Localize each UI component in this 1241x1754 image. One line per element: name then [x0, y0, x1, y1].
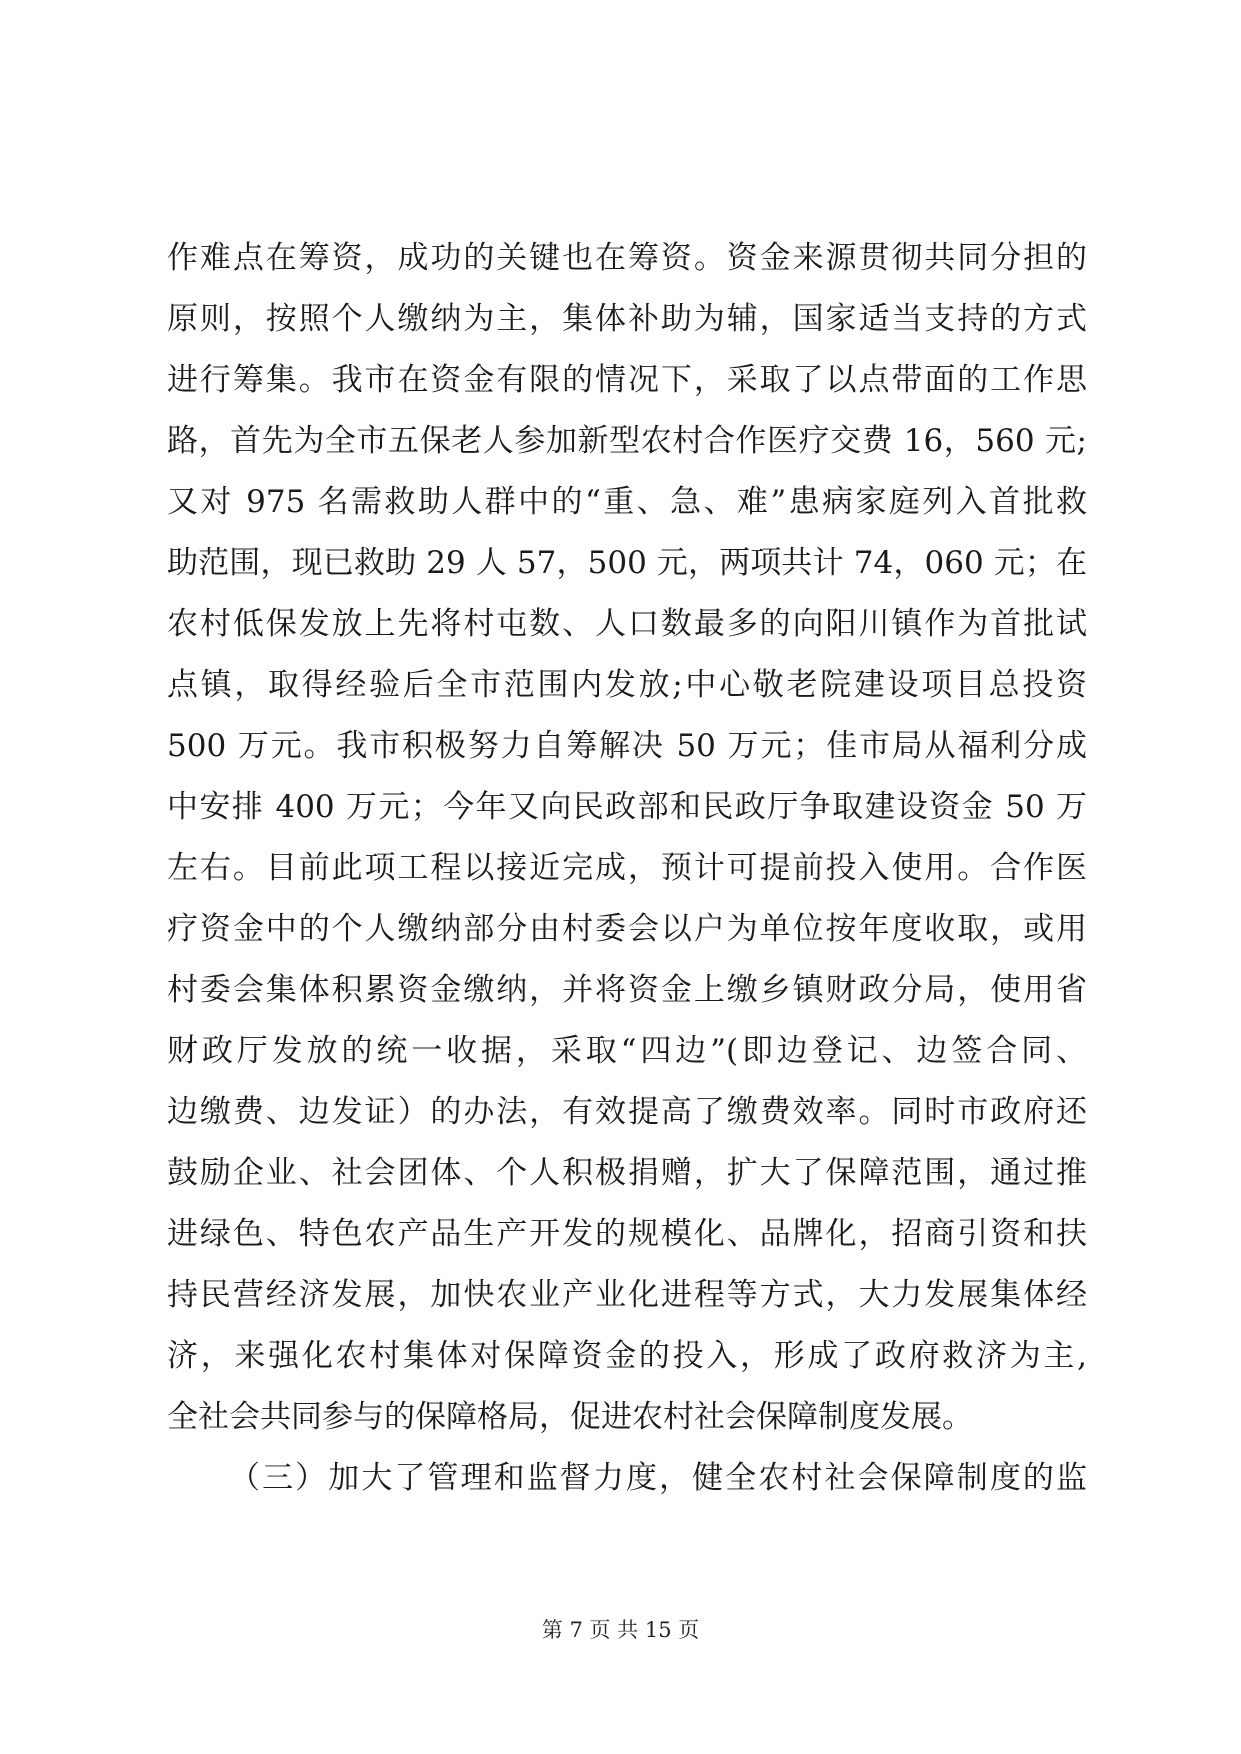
text-line: 疗资金中的个人缴纳部分由村委会以户为单位按年度收取，或用 — [167, 911, 1087, 947]
text-line: 农村低保发放上先将村屯数、人口数最多的向阳川镇作为首批试 — [167, 606, 1087, 642]
text-line: 助范围，现已救助 29 人 57，500 元，两项共计 74，060 元；在 — [167, 545, 1087, 581]
text-line: 进绿色、特色农产品生产开发的规模化、品牌化，招商引资和扶 — [167, 1216, 1087, 1252]
text-line: 作难点在筹资，成功的关键也在筹资。资金来源贯彻共同分担的 — [167, 240, 1087, 276]
text-line: 点镇，取得经验后全市范围内发放;中心敬老院建设项目总投资 — [167, 667, 1087, 703]
text-line: 又对 975 名需救助人群中的“重、急、难”患病家庭列入首批救 — [167, 484, 1087, 520]
text-line: 鼓励企业、社会团体、个人积极捐赠，扩大了保障范围，通过推 — [167, 1155, 1087, 1191]
text-line: 财政厅发放的统一收据，采取“四边”(即边登记、边签合同、 — [167, 1033, 1087, 1069]
text-line: 左右。目前此项工程以接近完成，预计可提前投入使用。合作医 — [167, 850, 1087, 886]
text-line: 中安排 400 万元；今年又向民政部和民政厅争取建设资金 50 万 — [167, 789, 1087, 825]
section-heading: （三）加大了管理和监督力度，健全农村社会保障制度的监 — [229, 1460, 1087, 1496]
text-line: 村委会集体积累资金缴纳，并将资金上缴乡镇财政分局，使用省 — [167, 972, 1087, 1008]
text-line: 济，来强化农村集体对保障资金的投入，形成了政府救济为主, — [167, 1338, 1087, 1374]
text-line: 边缴费、边发证）的办法，有效提高了缴费效率。同时市政府还 — [167, 1094, 1087, 1130]
text-line: 进行筹集。我市在资金有限的情况下，采取了以点带面的工作思 — [167, 362, 1087, 398]
text-line: 路，首先为全市五保老人参加新型农村合作医疗交费 16，560 元; — [167, 423, 1087, 459]
page-footer: 第 7 页 共 15 页 — [541, 1618, 700, 1642]
text-line: 500 万元。我市积极努力自筹解决 50 万元；佳市局从福利分成 — [167, 728, 1087, 764]
text-line: 持民营经济发展，加快农业产业化进程等方式，大力发展集体经 — [167, 1277, 1087, 1313]
paragraph-last-line: 全社会共同参与的保障格局，促进农村社会保障制度发展。 — [167, 1399, 973, 1435]
text-line: 原则，按照个人缴纳为主，集体补助为辅，国家适当支持的方式 — [167, 301, 1087, 337]
body-text — [167, 228, 1087, 1509]
